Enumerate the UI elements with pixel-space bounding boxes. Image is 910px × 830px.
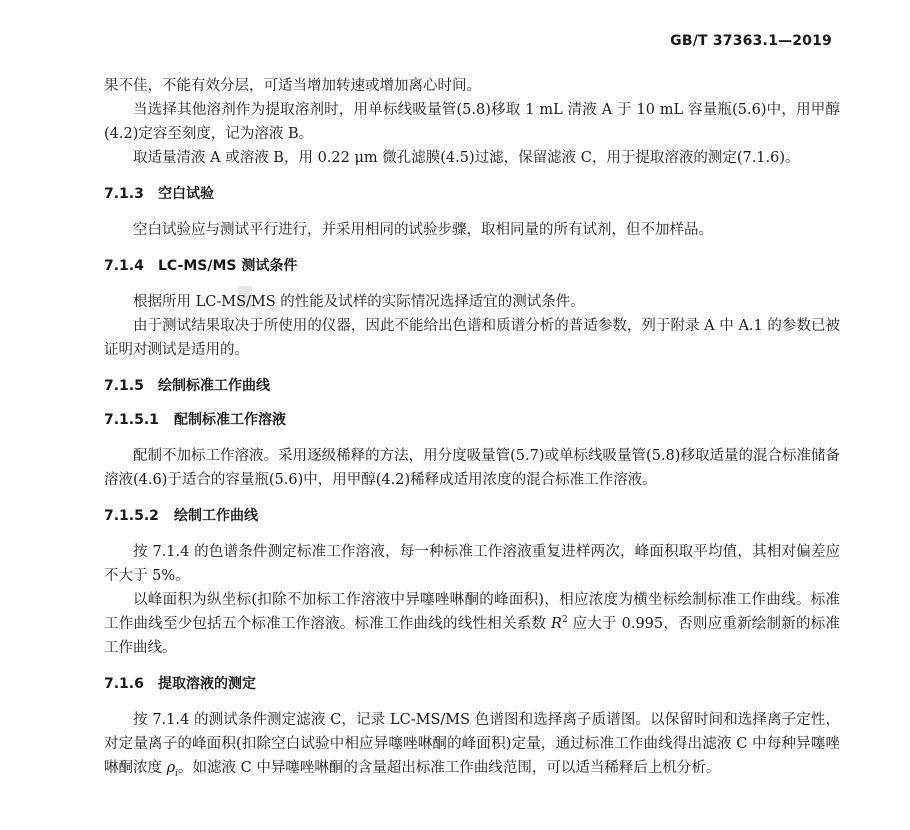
section-number: 7.1.5.2 [104, 508, 159, 524]
paragraph-10 [104, 708, 840, 780]
paragraph-3: 取适量清液 A 或溶液 B，用 0.22 μm 微孔滤膜(4.5)过滤，保留滤液 C，用于提取溶液的测定(7.1.6)。 [133, 150, 800, 166]
r-superscript: 2 [561, 615, 568, 626]
paragraph-6: 由于测试结果取决于所使用的仪器，因此不能给出色谱和质谱分析的普适参数，列于附录 A 中 A.1 的参数已被证明对测试是适用的。 [104, 318, 840, 358]
section-7-1-5-1-heading [104, 408, 840, 432]
section-title: 空白试验 [158, 186, 214, 202]
rho-symbol: ρ [166, 760, 176, 776]
standard-code: GB/T 37363.1—2019 [670, 33, 832, 49]
section-number: 7.1.3 [104, 186, 144, 202]
paragraph-4: 空白试验应与测试平行进行，并采用相同的试验步骤，取相同量的所有试剂，但不加样品。 [133, 222, 713, 238]
section-title: 绘制标准工作曲线 [158, 378, 270, 394]
section-7-1-5-heading [104, 374, 840, 398]
rho-subscript: i [175, 768, 179, 779]
paragraph-5: 根据所用 LC-MS/MS 的性能及试样的实际情况选择适宜的测试条件。 [133, 294, 585, 310]
paragraph-9-text-a: 以峰面积为纵坐标(扣除不加标工作溶液中异噻唑啉酮的峰面积)，相应浓度为横坐标绘制标准工作曲线。标准工作曲线至少包括五个标准工作溶液。标准工作曲线的线性相关系数 [104, 592, 840, 632]
paragraph-7: 配制不加标工作溶液。采用逐级稀释的方法，用分度吸量管(5.7)或单标线吸量管(5.8)移取适量的混合标准储备溶液(4.6)于适合的容量瓶(5.6)中，用甲醇(4.2)稀释成适用浓度的混合标准工作溶液。 [104, 448, 840, 488]
section-7-1-3-heading [104, 182, 840, 206]
r-symbol: R [551, 616, 562, 632]
paragraph-1: 果不佳，不能有效分层，可适当增加转速或增加离心时间。 [104, 78, 481, 94]
section-7-1-6-heading [104, 672, 840, 696]
section-number: 7.1.5 [104, 378, 144, 394]
paragraph-8: 按 7.1.4 的色谱条件测定标准工作溶液，每一种标准工作溶液重复进样两次，峰面积取平均值，其相对偏差应不大于 5%。 [104, 544, 840, 584]
section-number: 7.1.6 [104, 676, 144, 692]
document-body [104, 74, 840, 780]
paragraph-10-text-b: 。如滤液 C 中异噻唑啉酮的含量超出标准工作曲线范围，可以适当稀释后上机分析。 [178, 760, 721, 776]
section-number: 7.1.4 [104, 258, 144, 274]
section-7-1-4-heading [104, 254, 840, 278]
paragraph-10-text-a: 按 7.1.4 的测试条件测定滤液 C，记录 LC-MS/MS 色谱图和选择离子质谱图。以保留时间和选择离子定性，对定量离子的峰面积(扣除空白试验中相应异噻唑啉酮的峰面积)定量，通过标准工作曲线得出滤液 C 中每种异噻唑啉酮浓度 [104, 712, 840, 776]
paragraph-9-text-b: 应大于 0.995，否则应重新绘制新的标准工作曲线。 [104, 616, 841, 656]
section-title: 绘制工作曲线 [174, 508, 258, 524]
section-title: LC-MS/MS 测试条件 [158, 258, 298, 274]
section-title: 提取溶液的测定 [158, 676, 256, 692]
paragraph-9 [104, 588, 840, 660]
section-title: 配制标准工作溶液 [174, 412, 286, 428]
section-number: 7.1.5.1 [104, 412, 159, 428]
section-7-1-5-2-heading [104, 504, 840, 528]
paragraph-2: 当选择其他溶剂作为提取溶剂时，用单标线吸量管(5.8)移取 1 mL 清液 A 于 10 mL 容量瓶(5.6)中，用甲醇(4.2)定容至刻度，记为溶液 B。 [104, 102, 840, 142]
